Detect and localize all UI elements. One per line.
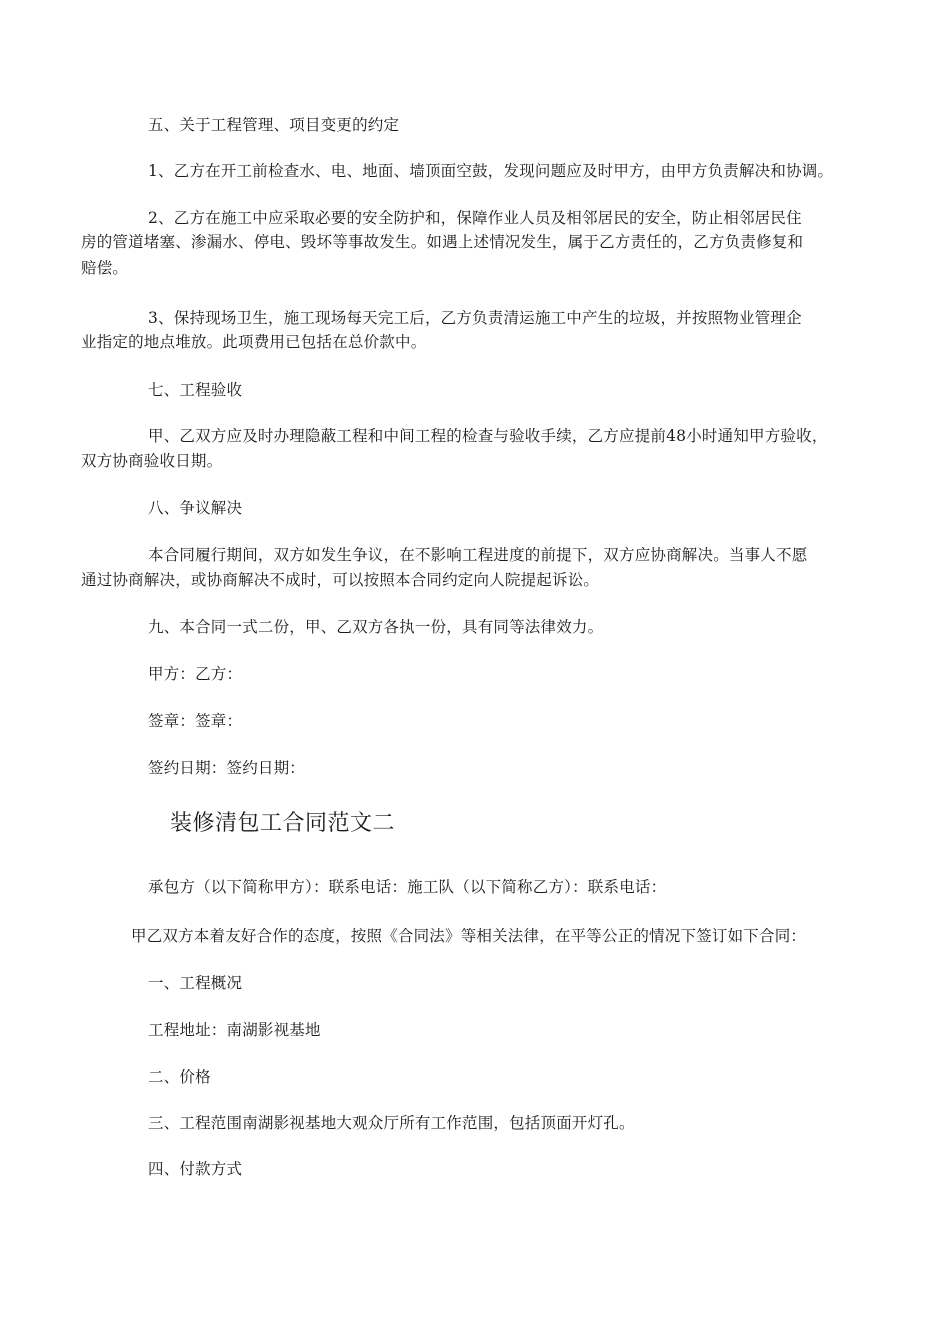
section-7-body-line-2: 双方协商验收日期。 [81, 452, 223, 470]
sign-dates-line: 签约日期：签约日期： [148, 759, 306, 777]
section-5-item-3-line-2: 业指定的地点堆放。此项费用已包括在总价款中。 [81, 333, 427, 351]
contract-2-section-4-heading: 四、付款方式 [148, 1160, 243, 1178]
section-5-item-2-line-1: 2、乙方在施工中应采取必要的安全防护和，保障作业人员及相邻居民的安全，防止相邻居民住 [148, 209, 802, 227]
section-7-heading: 七、工程验收 [148, 381, 243, 399]
contract-2-section-3: 三、工程范围南湖影视基地大观众厅所有工作范围，包括顶面开灯孔。 [148, 1114, 635, 1132]
section-5-item-2-line-3: 赔偿。 [81, 259, 129, 277]
section-8-body-line-1: 本合同履行期间，双方如发生争议，在不影响工程进度的前提下，双方应协商解决。当事人不愿 [148, 546, 808, 564]
section-9: 九、本合同一式二份，甲、乙双方各执一份，具有同等法律效力。 [148, 618, 604, 636]
section-8-body-line-2: 通过协商解决，或协商解决不成时，可以按照本合同约定向人院提起诉讼。 [81, 571, 600, 589]
signatures-line: 签章：签章： [148, 712, 243, 730]
contractor-line: 承包方（以下简称甲方）：联系电话：施工队（以下简称乙方）：联系电话： [148, 878, 667, 896]
section-5-item-2-line-2: 房的管道堵塞、渗漏水、停电、毁坏等事故发生。如遇上述情况发生，属于乙方责任的，乙方负责修复和 [81, 233, 804, 251]
section-5-heading: 五、关于工程管理、项目变更的约定 [148, 116, 400, 134]
preamble: 甲乙双方本着友好合作的态度，按照《合同法》等相关法律，在平等公正的情况下签订如下合同： [131, 927, 807, 945]
contract-2-address: 工程地址：南湖影视基地 [148, 1021, 321, 1039]
parties-line: 甲方：乙方： [148, 665, 243, 683]
section-5-item-1: 1、乙方在开工前检查水、电、地面、墙顶面空鼓，发现问题应及时甲方，由甲方负责解决和协调。 [148, 162, 834, 180]
contract-2-section-2-heading: 二、价格 [148, 1068, 211, 1086]
section-5-item-3-line-1: 3、保持现场卫生，施工现场每天完工后，乙方负责清运施工中产生的垃圾，并按照物业管理企 [148, 309, 802, 327]
contract-2-title: 装修清包工合同范文二 [170, 811, 396, 836]
section-8-heading: 八、争议解决 [148, 499, 243, 517]
contract-2-section-1-heading: 一、工程概况 [148, 974, 243, 992]
section-7-body-line-1: 甲、乙双方应及时办理隐蔽工程和中间工程的检查与验收手续，乙方应提前48小时通知甲方验收， [148, 427, 828, 445]
